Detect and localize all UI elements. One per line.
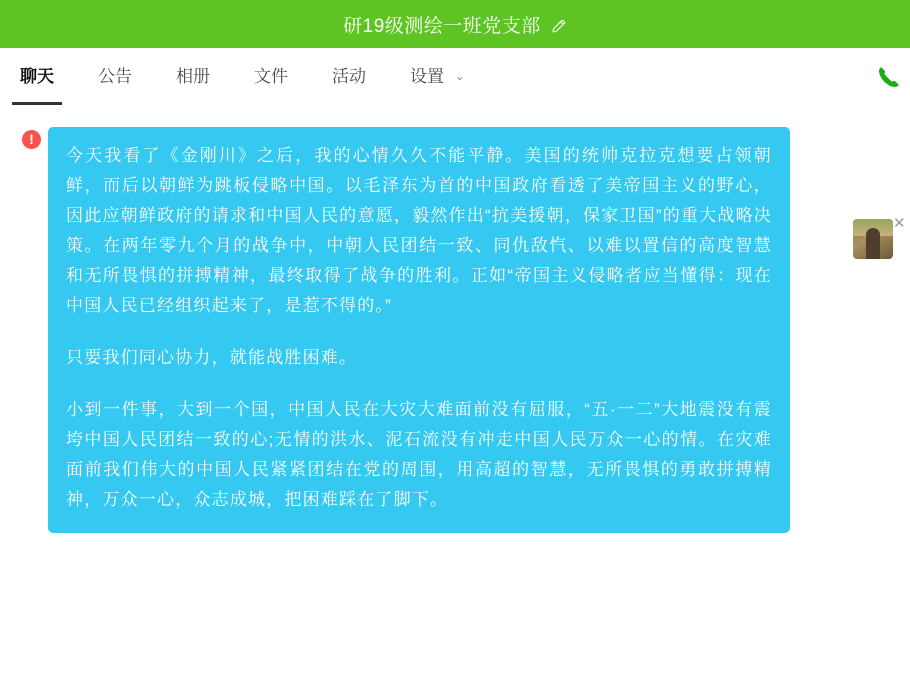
status-badge[interactable]: ! xyxy=(22,130,41,149)
tab-activity[interactable] xyxy=(324,49,374,105)
tab-files-label: 文件 xyxy=(254,66,288,86)
message-paragraph: 今天我看了《金刚川》之后，我的心情久久不能平静。美国的统帅克拉克想要占领朝鲜，而后以朝鲜为跳板侵略中国。以毛泽东为首的中国政府看透了美帝国主义的野心，因此应朝鲜政府的请求和中国人民的意愿，毅然作出“抗美援朝，保家卫国”的重大战略决策。在两年零九个月的战争中，中朝人民团结一致、同仇敌忾、以难以置信的高度智慧和无所畏惧的拼搏精神，最终取得了战争的胜利。正如“帝国主义侵略者应当懂得：现在中国人民已经组织起来了，是惹不得的。” xyxy=(66,146,772,315)
chat-content-area xyxy=(0,105,910,589)
tab-album-label: 相册 xyxy=(176,66,210,86)
chevron-down-icon: ⌄ xyxy=(454,68,465,83)
tab-activity-label: 活动 xyxy=(332,66,366,86)
avatar-figure xyxy=(866,228,880,259)
tab-announcement[interactable] xyxy=(90,49,140,105)
tab-chat[interactable] xyxy=(12,49,62,105)
message-paragraph: 小到一件事，大到一个国，中国人民在大灾大难面前没有屈服，“五·一二”大地震没有震垮中国人民团结一致的心;无情的洪水、泥石流没有冲走中国人民万众一心的情。在灾难面前我们伟大的中国人民紧紧团结在党的周围，用高超的智慧，无所畏惧的勇敢拼搏精神，万众一心，众志成城，把困难踩在了脚下。 xyxy=(66,400,772,509)
scrollbar[interactable] xyxy=(902,210,910,694)
pencil-edit-icon[interactable] xyxy=(551,18,567,34)
avatar[interactable] xyxy=(853,219,893,259)
tab-settings-label: 设置 xyxy=(410,66,444,86)
tab-files[interactable] xyxy=(246,49,296,105)
message-paragraph: 只要我们同心协力，就能战胜困难。 xyxy=(66,348,358,367)
phone-call-icon[interactable] xyxy=(874,62,904,92)
tab-bar xyxy=(0,48,910,106)
tab-settings[interactable] xyxy=(402,49,473,105)
tab-chat-label: 聊天 xyxy=(20,66,54,86)
tab-announcement-label: 公告 xyxy=(98,66,132,86)
window-header xyxy=(0,0,910,48)
close-icon[interactable]: ✕ xyxy=(893,215,906,232)
message-bubble[interactable] xyxy=(48,127,790,533)
page-title: 研19级测绘一班党支部 xyxy=(343,15,541,37)
tab-album[interactable] xyxy=(168,49,218,105)
